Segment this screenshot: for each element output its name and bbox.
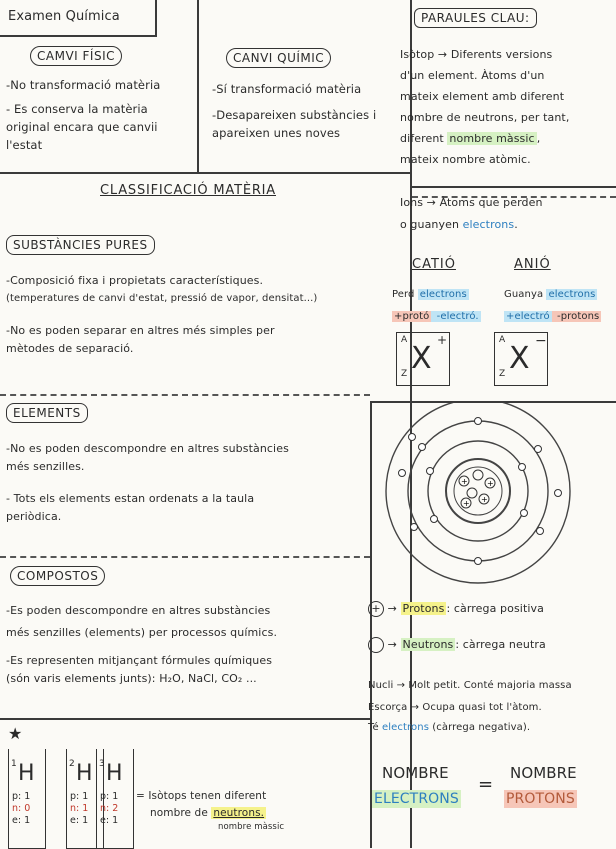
neutron — [473, 470, 483, 480]
canvi-fisic-title: CAMVI FÍSIC — [30, 46, 122, 66]
page-title: Examen Química — [8, 9, 120, 24]
neutron-count: n: 0 — [12, 803, 31, 814]
catio-notation-box — [396, 332, 450, 386]
mass-number: A — [401, 335, 408, 345]
arrow-icon: → — [387, 602, 397, 615]
text-line: periòdica. — [6, 510, 62, 523]
electron — [535, 446, 542, 453]
electron — [475, 418, 482, 425]
nombre-protons-top: NOMBRE — [510, 764, 577, 782]
text-line: -No es poden separar en altres més simples per — [6, 324, 275, 337]
text-line: = Isòtops tenen diferent — [136, 790, 267, 802]
canvi-fisic-text — [6, 76, 196, 154]
text-line: mètodes de separació. — [6, 342, 134, 355]
text-line: - Tots els elements estan ordenats a la taula — [6, 492, 255, 505]
text-line — [504, 284, 614, 306]
text-fragment: diferent — [400, 132, 448, 145]
text-line: - Es conserva la matèria — [6, 102, 148, 116]
highlight-electrons: electrons — [548, 289, 596, 300]
electron — [555, 490, 562, 497]
divider-vertical-top — [197, 0, 199, 172]
atomic-number: Z — [401, 369, 408, 379]
particle-counts — [12, 791, 30, 827]
text-fragment: nombre de — [150, 807, 212, 819]
nucleus — [446, 459, 510, 523]
canvi-quimic-title: CANVI QUÍMIC — [226, 48, 331, 68]
substancies-pures-title: SUBSTÀNCIES PURES — [6, 235, 155, 255]
divider-dashed-left-2 — [0, 556, 370, 558]
highlight-neutrons: Neutrons — [402, 638, 454, 651]
highlight-electrons: electrons — [419, 289, 467, 300]
electron — [537, 528, 544, 535]
orbit-middle — [408, 421, 548, 561]
ions-definition — [400, 192, 614, 236]
text-line: -Es representen mitjançant fórmules químiques — [6, 654, 273, 667]
text-line: nombre màssic — [218, 822, 285, 832]
text-fragment: : càrrega positiva — [446, 602, 544, 615]
text-fragment: : càrrega neutra — [455, 638, 546, 651]
highlight-electro: +electró — [506, 311, 550, 322]
legend-nucli — [368, 676, 614, 738]
isotop-definition — [400, 44, 614, 170]
electron-count: e: 1 — [70, 815, 89, 826]
highlight-electrons: electrons — [462, 218, 515, 231]
text-line: Nucli → Molt petit. Conté majoria massa — [368, 680, 572, 691]
text-fragment: . — [514, 218, 518, 231]
text-line — [368, 718, 614, 738]
divider-dashed-left-1 — [0, 394, 370, 396]
proton-sign: + — [481, 495, 488, 504]
particle-counts — [100, 791, 118, 827]
divider-horizontal-bottom — [0, 718, 370, 720]
nombre-protons-bottom: PROTONS — [506, 791, 575, 807]
electron — [519, 464, 526, 471]
highlight-nombre-massic: nombre màssic — [449, 132, 535, 145]
elements-text — [6, 440, 368, 526]
mass-number: 3 — [99, 759, 105, 769]
text-line: Ions → Àtoms que perden — [400, 196, 543, 209]
text-line: mateix nombre atòmic. — [400, 153, 531, 166]
electron — [419, 444, 426, 451]
mass-number: 2 — [69, 759, 75, 769]
proton-count: p: 1 — [70, 791, 89, 802]
proton-count: p: 1 — [12, 791, 31, 802]
text-line: (són varis elements junts): H₂O, NaCl, CO₂ ... — [6, 672, 257, 685]
text-line: original encara que canvii — [6, 120, 158, 134]
legend-neutrons — [368, 636, 614, 654]
divider-horizontal-right-1 — [410, 186, 616, 188]
electron — [431, 516, 438, 523]
electron-count: e: 1 — [100, 815, 119, 826]
text-line — [400, 128, 614, 149]
atomic-number: Z — [499, 369, 506, 379]
text-fragment: Perd — [392, 289, 418, 300]
element-symbol: X — [411, 341, 432, 376]
atom-diagram — [372, 403, 616, 589]
orbit-inner — [428, 441, 528, 541]
text-line — [392, 306, 502, 328]
neutron — [467, 488, 477, 498]
highlight-electro: -electró. — [433, 311, 479, 322]
proton-sign: + — [463, 499, 470, 508]
mass-number: A — [499, 335, 506, 345]
anio-title: ANIÓ — [514, 257, 551, 272]
compostos-title: COMPOSTOS — [10, 566, 105, 586]
text-line: -Composició fixa i propietats característiques. — [6, 274, 264, 287]
neutron-count: n: 1 — [70, 803, 89, 814]
charge-sign: + — [437, 333, 448, 347]
isotope-card-h3 — [96, 749, 134, 849]
text-fragment: o guanyen — [400, 218, 463, 231]
highlight-proto: +protó — [394, 311, 430, 322]
catio-description — [392, 284, 502, 328]
orbit-outer — [386, 403, 570, 583]
highlight-protons: Protons — [402, 602, 445, 615]
arrow-icon: → — [387, 638, 397, 651]
text-line: -Desapareixen substàncies i — [212, 108, 377, 122]
isotope-card-h1 — [8, 749, 46, 849]
legend-protons — [368, 600, 614, 618]
nombre-electrons-bottom: ELECTRONS — [374, 791, 459, 807]
compostos-text — [6, 602, 368, 688]
text-line — [504, 306, 614, 328]
empty-circle-icon — [368, 637, 384, 653]
electron — [411, 524, 418, 531]
text-line: més senzilles. — [6, 460, 85, 473]
text-line — [400, 214, 614, 236]
proton-sign: + — [487, 479, 494, 488]
electron — [475, 558, 482, 565]
text-line: -No transformació matèria — [6, 78, 161, 92]
classificacio-title: CLASSIFICACIÓ MATÈRIA — [100, 183, 276, 198]
paraules-clau-title: PARAULES CLAU: — [414, 8, 537, 28]
electron — [427, 468, 434, 475]
text-fragment: , — [536, 132, 541, 145]
text-line: mateix element amb diferent — [400, 90, 565, 103]
proton-sign: + — [461, 477, 468, 486]
text-line: -Es poden descompondre en altres substàncies — [6, 604, 271, 617]
highlight-protons: -protons — [553, 311, 600, 322]
particle-counts — [70, 791, 88, 827]
divider-header-v — [155, 0, 157, 37]
text-line — [392, 284, 502, 306]
canvi-quimic-text — [212, 80, 408, 142]
highlight-electrons: electrons — [382, 722, 430, 733]
catio-title: CATIÓ — [412, 257, 456, 272]
electron — [521, 510, 528, 517]
anio-notation-box — [494, 332, 548, 386]
text-fragment: (càrrega negativa). — [429, 722, 531, 733]
element-symbol: H — [106, 761, 123, 786]
element-symbol: H — [76, 761, 93, 786]
text-line: Isòtop → Diferents versions — [400, 48, 553, 61]
text-line: nombre de neutrons, per tant, — [400, 111, 570, 124]
substancies-pures-text — [6, 272, 368, 358]
text-fragment: Guanya — [504, 289, 547, 300]
text-line: -No es poden descompondre en altres substàncies — [6, 442, 289, 455]
mass-number: 1 — [11, 759, 17, 769]
plus-circle-icon: + — [368, 601, 384, 617]
equals-sign: = — [478, 774, 494, 795]
proton-count: p: 1 — [100, 791, 119, 802]
text-line: d'un element. Àtoms d'un — [400, 69, 545, 82]
text-line — [136, 805, 366, 822]
text-line: Escorça → Ocupa quasi tot l'àtom. — [368, 702, 542, 713]
element-symbol: X — [509, 341, 530, 376]
anio-description — [504, 284, 614, 328]
highlight-neutrons: neutrons. — [213, 807, 265, 819]
text-line: apareixen unes noves — [212, 126, 341, 140]
electron — [399, 470, 406, 477]
divider-header — [0, 35, 155, 37]
nucleus-inner — [454, 467, 502, 515]
nombre-electrons-top: NOMBRE — [382, 764, 449, 782]
electron-count: e: 1 — [12, 815, 31, 826]
electron — [409, 434, 416, 441]
text-line: (temperatures de canvi d'estat, pressió de vapor, densitat...) — [6, 293, 318, 304]
isotops-note — [136, 788, 366, 833]
charge-sign: − — [535, 333, 547, 349]
text-fragment: Té — [368, 722, 383, 733]
elements-title: ELEMENTS — [6, 403, 88, 423]
neutron-count: n: 2 — [100, 803, 119, 814]
star-icon: ★ — [8, 724, 23, 743]
text-line: -Sí transformació matèria — [212, 82, 362, 96]
text-line: l'estat — [6, 138, 43, 152]
text-line: més senzilles (elements) per processos químics. — [6, 626, 278, 639]
divider-horizontal-top — [0, 172, 410, 174]
element-symbol: H — [18, 761, 35, 786]
